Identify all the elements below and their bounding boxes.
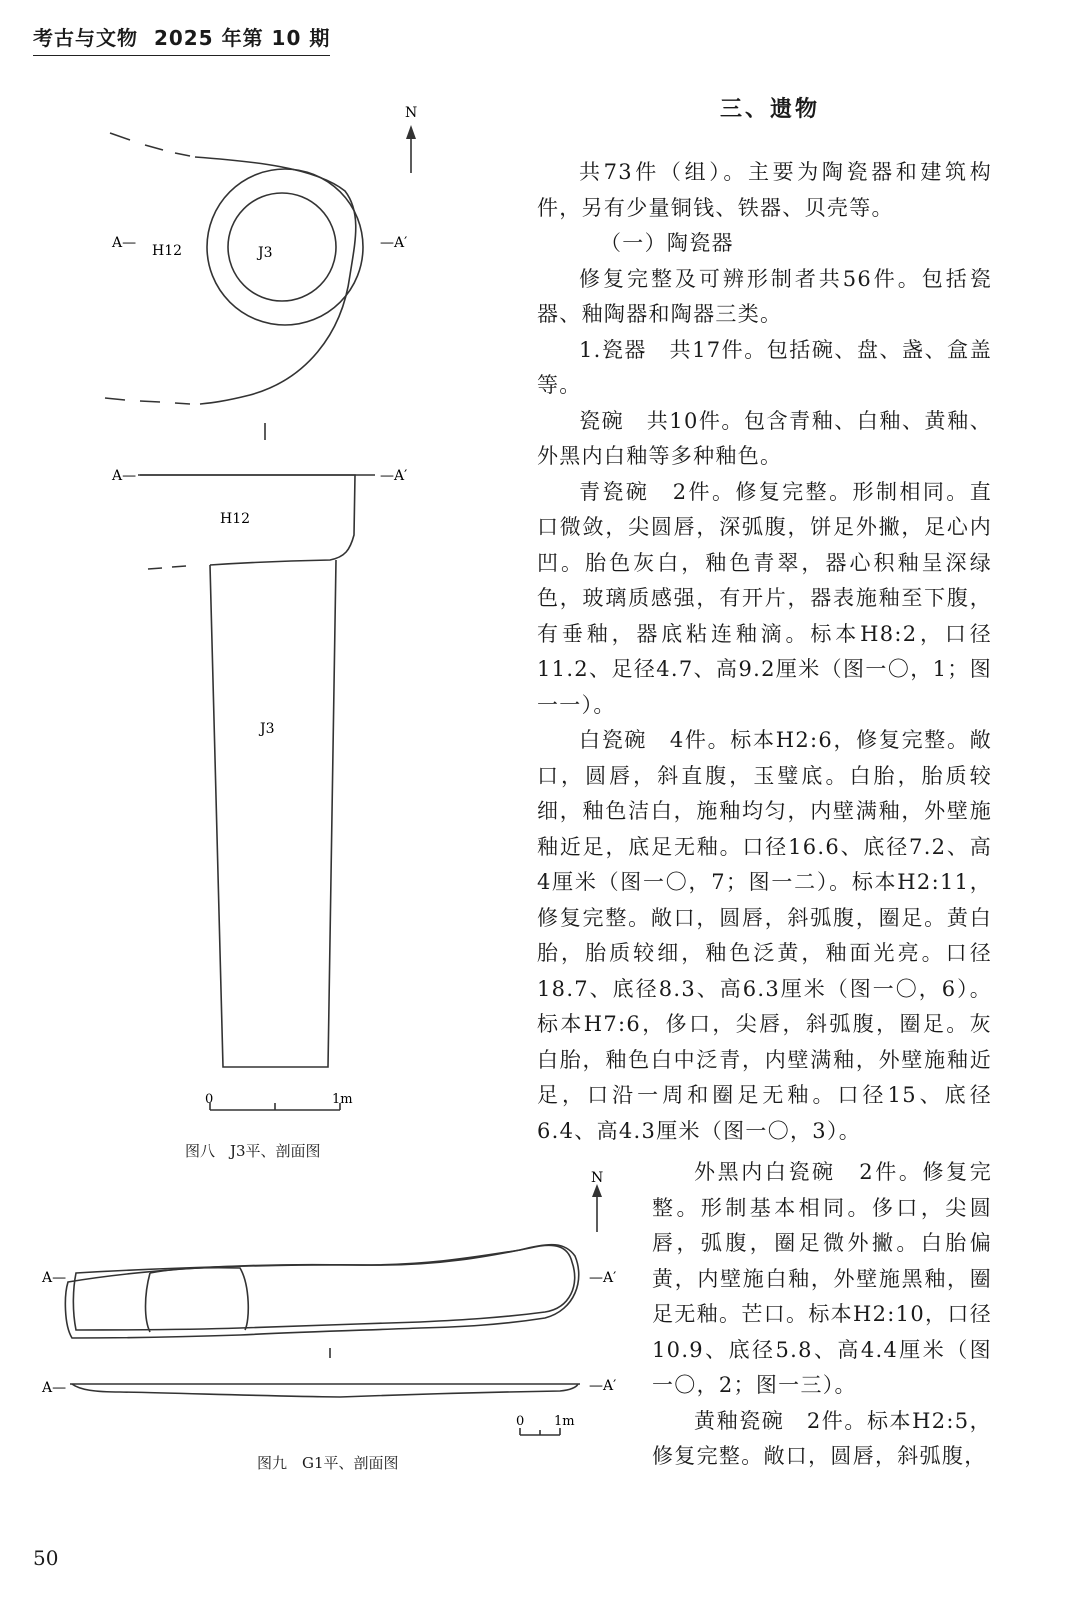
plan-a-left: A— [42,1270,67,1286]
section-h12-label: H12 [220,511,251,527]
section-a-left: A— [112,468,137,484]
text-column-main [537,155,992,1149]
paragraph: 黄釉瓷碗 2件。标本H2:5，修复完整。敞口，圆唇，斜弧腹， [652,1408,992,1468]
paragraph: 青瓷碗 2件。修复完整。形制相同。直口微敛，尖圆唇，深弧腹，饼足外撇，足心内凹。胎色灰白，釉色青翠，器心积釉呈深绿色，玻璃质感强，有开片，器表施釉至下腹，有垂釉，器底粘连釉滴。标本H8:2，口径11.2、足径4.7、高9.2厘米（图一〇，1；图一一）。 [537,479,992,717]
paragraph: 外黑内白瓷碗 2件。修复完整。形制基本相同。侈口，尖圆唇，弧腹，圈足微外撇。白胎偏黄，内壁施白釉，外壁施黑釉，圈足无釉。芒口。标本H2:10，口径10.9、底径5.8、高4.4厘米（图一〇，2；图一三）。 [652,1160,992,1397]
issue-number: 2025 年第 10 期 [153,26,331,50]
plan-a-left: A— [112,235,137,251]
scale-bar [210,1103,340,1110]
scale-end: 1m [332,1092,353,1107]
paragraph: 共73件（组）。主要为陶瓷器和建筑构件，另有少量铜钱、铁器、贝壳等。 [537,160,992,220]
text-column-lower [652,1155,992,1475]
north-arrow-icon [406,125,416,139]
figure-8-drawing [100,95,440,1130]
section-g1-outline [72,1384,578,1397]
paragraph: 修复完整及可辨形制者共56件。包括瓷器、釉陶器和陶器三类。 [537,266,992,326]
plan-j3-label: J3 [258,245,273,261]
north-label: N [591,1170,604,1186]
plan-h12-dash-top [110,133,190,156]
plan-j3-inner [228,193,336,301]
scale-bar [520,1428,560,1435]
figure-8-caption: 图八 J3平、剖面图 [185,1142,321,1160]
figure-9-drawing [40,1170,640,1440]
section-a-left: A— [42,1380,67,1396]
section-h12-dash [148,566,186,569]
plan-g1-outer [65,1245,578,1338]
plan-a-right: —A′ [589,1270,617,1286]
paragraph: 白瓷碗 4件。标本H2:6，修复完整。敞口，圆唇，斜直腹，玉璧底。白胎，胎质较细，釉色洁白，施釉均匀，内壁满釉，外壁施釉近足，底足无釉。口径16.6、底径7.2、高4厘米（图一〇，7；图一二）。标本H2:11，修复完整。敞口，圆唇，斜弧腹，圈足。黄白胎，胎质较细，釉色泛黄，釉面光亮。口径18.7、底径8.3、高6.3厘米（图一〇，6）。标本H7:6，侈口，尖唇，斜弧腹，圈足。灰白胎，釉色白中泛青，内壁满釉，外壁施釉近足，口沿一周和圈足无釉。口径15、底径6.4、高4.3厘米（图一〇，3）。 [537,728,992,1143]
figure-9-caption: 图九 G1平、剖面图 [257,1454,399,1472]
paragraph: 瓷碗 共10件。包含青釉、白釉、黄釉、外黑内白釉等多种釉色。 [537,408,992,468]
page-number: 50 [33,1546,59,1570]
scale-end: 1m [554,1414,575,1429]
plan-g1-step [146,1268,249,1332]
plan-h12-label: H12 [152,243,183,259]
plan-g1-inner [73,1245,574,1330]
scale-zero: 0 [205,1092,214,1107]
scale-zero: 0 [516,1414,525,1429]
paragraph: 1.瓷器 共17件。包括碗、盘、盏、盒盖等。 [537,337,992,397]
plan-h12-dash-bottom [105,398,190,404]
section-a-right: —A′ [589,1378,617,1394]
section-a-right: —A′ [380,468,408,484]
plan-a-right: —A′ [380,235,408,251]
section-title: 三、遗物 [720,97,821,122]
journal-name: 考古与文物 [33,26,138,50]
section-j3-label: J3 [260,721,275,737]
subheading: （一）陶瓷器 [600,231,734,255]
north-label: N [405,105,418,121]
section-j3-outline [210,560,336,1067]
running-header [33,22,330,56]
